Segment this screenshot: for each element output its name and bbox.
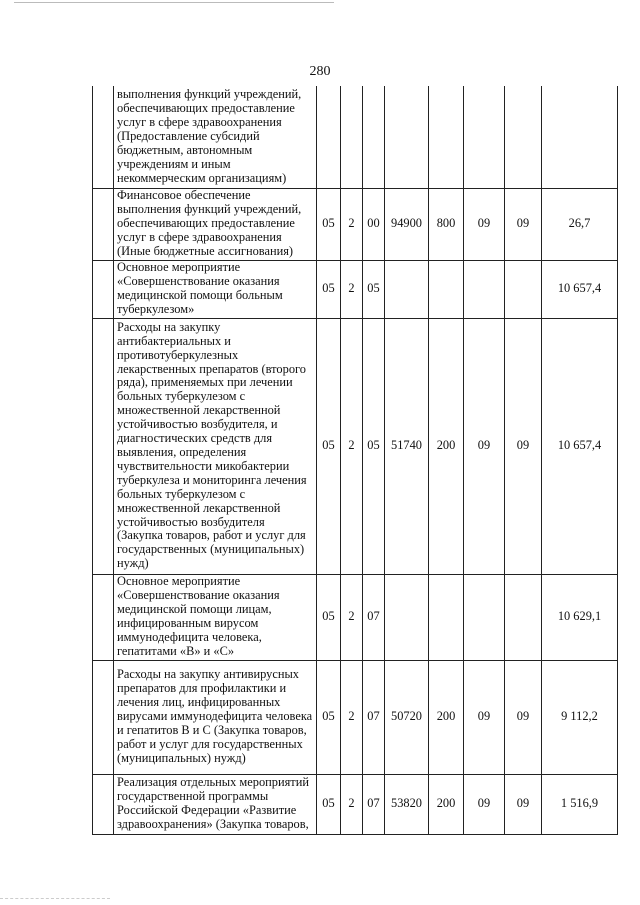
gap-cell [93,660,114,774]
code-chapter: 09 [464,318,505,574]
code-subprogram: 2 [341,260,363,318]
code-expense-type: 200 [429,660,464,774]
table-row [93,260,618,318]
code-section: 05 [317,260,341,318]
amount: 10 657,4 [542,318,618,574]
code-section: 05 [317,318,341,574]
gap-cell [93,318,114,574]
code-subsection: 09 [505,774,542,834]
code-expense-type [429,86,464,188]
code-event [363,86,385,188]
amount: 9 112,2 [542,660,618,774]
table-row [93,318,618,574]
code-direction: 53820 [385,774,429,834]
code-direction [385,574,429,660]
code-chapter: 09 [464,188,505,260]
expense-name: Реализация отдельных мероприятий государственной программы Российской Федерации «Развитие здравоохранения» (Закупка товаров, [114,774,317,834]
table-row [93,660,618,774]
code-subsection: 09 [505,188,542,260]
gap-cell [93,260,114,318]
code-subprogram: 2 [341,660,363,774]
code-section: 05 [317,660,341,774]
top-divider [14,2,334,3]
code-subsection [505,574,542,660]
code-subprogram: 2 [341,574,363,660]
code-chapter: 09 [464,660,505,774]
expense-name: Основное мероприятие «Совершенствование оказания медицинской помощи больным туберкулезом» [114,260,317,318]
code-expense-type [429,574,464,660]
code-expense-type: 200 [429,318,464,574]
code-direction: 94900 [385,188,429,260]
gap-cell [93,774,114,834]
code-chapter [464,260,505,318]
table-row [93,188,618,260]
amount: 10 629,1 [542,574,618,660]
bottom-divider [0,898,110,899]
code-expense-type: 800 [429,188,464,260]
code-subsection: 09 [505,660,542,774]
code-chapter: 09 [464,774,505,834]
code-event: 05 [363,318,385,574]
code-direction: 50720 [385,660,429,774]
code-event: 07 [363,574,385,660]
code-chapter [464,574,505,660]
code-event: 05 [363,260,385,318]
code-subprogram: 2 [341,774,363,834]
code-event: 07 [363,774,385,834]
code-expense-type [429,260,464,318]
code-subsection [505,260,542,318]
gap-cell [93,188,114,260]
code-subprogram: 2 [341,318,363,574]
table-row [93,86,618,188]
code-direction [385,260,429,318]
budget-table [92,86,618,835]
code-subsection: 09 [505,318,542,574]
table-row [93,574,618,660]
code-section [317,86,341,188]
code-chapter [464,86,505,188]
expense-name: Финансовое обеспечение выполнения функций учреждений, обеспечивающих предоставление услуг в сфере здравоохранения (Иные бюджетные ассигнования) [114,188,317,260]
code-section: 05 [317,188,341,260]
table-row [93,774,618,834]
code-expense-type: 200 [429,774,464,834]
expense-name: Расходы на закупку антивирусных препаратов для профилактики и лечения лиц, инфицированных вирусами иммунодефицита человека и гепатитов В и С (Закупка товаров, работ и услуг для государственных (муниципальных) нужд) [114,660,317,774]
page-number: 280 [309,64,331,79]
code-event: 00 [363,188,385,260]
code-section: 05 [317,774,341,834]
expense-name: Основное мероприятие «Совершенствование оказания медицинской помощи лицам, инфицированным вирусом иммунодефицита человека, гепатитами «В» и «С» [114,574,317,660]
amount: 1 516,9 [542,774,618,834]
code-subsection [505,86,542,188]
code-section: 05 [317,574,341,660]
code-direction [385,86,429,188]
gap-cell [93,574,114,660]
amount: 26,7 [542,188,618,260]
expense-name: Расходы на закупку антибактериальных и противотуберкулезных лекарственных препаратов (второго ряда), применяемых при лечении больных туберкулезом с множественной лекарственной устойчивостью возбудителя, и диагностических средств для выявления, определения чувствительности микобактерии туберкулеза и мониторинга лечения больных туберкулезом с множественной лекарственной устойчивостью возбудителя (Закупка товаров, работ и услуг для государственных (муниципальных) нужд) [114,318,317,574]
amount: 10 657,4 [542,260,618,318]
code-subprogram [341,86,363,188]
code-event: 07 [363,660,385,774]
code-subprogram: 2 [341,188,363,260]
gap-cell [93,86,114,188]
amount [542,86,618,188]
expense-name: выполнения функций учреждений, обеспечивающих предоставление услуг в сфере здравоохранения (Предоставление субсидий бюджетным, автономным учреждениям и иным некоммерческим организациям) [114,86,317,188]
code-direction: 51740 [385,318,429,574]
